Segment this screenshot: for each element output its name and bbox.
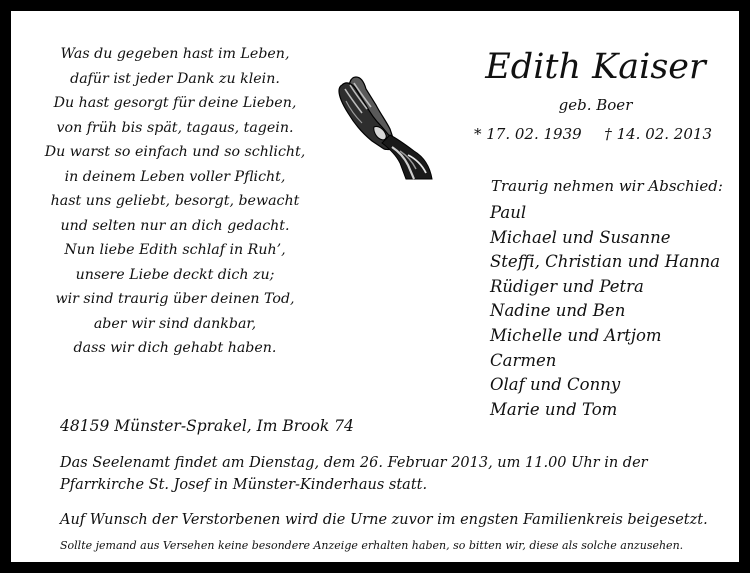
poem-line: aber wir sind dankbar,: [93, 315, 257, 332]
family-address: 48159 Münster-Sprakel, Im Brook 74: [60, 417, 354, 435]
poem-line: hast uns geliebt, besorgt, bewacht: [50, 193, 300, 209]
service-announcement: Das Seelenamt findet am Dienstag, dem 26. Februar 2013, um 11.00 Uhr in der Pfarrkirche St. Josef in Münster-Kinderhaus statt.: [60, 455, 648, 493]
mourning-heading: Traurig nehmen wir Abschied:: [491, 177, 723, 195]
mourners-list: [490, 201, 720, 422]
maiden-name: geb. Boer: [558, 96, 633, 114]
praying-hands-icon: [334, 75, 434, 185]
mourner: Michelle und Artjom: [490, 325, 662, 345]
poem-line: Nun liebe Edith schlaf in Ruh’,: [64, 242, 286, 258]
mourner: Steffi, Christian und Hanna: [490, 252, 721, 272]
poem-line: in deinem Leben voller Pflicht,: [64, 168, 286, 185]
closing-note: Sollte jemand aus Versehen keine besondere Anzeige erhalten haben, so bitten wir, diese als solche anzusehen.: [60, 539, 684, 552]
mourner: Marie und Tom: [490, 399, 618, 419]
mourner: Paul: [490, 203, 527, 222]
poem-line: Was du gegeben hast im Leben,: [60, 46, 290, 62]
mourner: Olaf und Conny: [490, 375, 621, 395]
mourner: Rüdiger und Petra: [490, 276, 644, 296]
poem-line: von früh bis spät, tagaus, tagein.: [56, 119, 294, 136]
life-dates: [474, 124, 712, 144]
death-date: † 14. 02. 2013: [604, 125, 712, 143]
urn-burial-note: Auf Wunsch der Verstorbenen wird die Urne zuvor im engsten Familienkreis beigesetzt.: [60, 512, 708, 528]
mourner: Nadine und Ben: [490, 301, 626, 321]
poem-line: dass wir dich gehabt haben.: [73, 340, 277, 356]
mourner: Michael und Susanne: [490, 227, 671, 247]
poem: [41, 42, 309, 361]
birth-date: * 17. 02. 1939: [474, 125, 582, 143]
poem-line: Du hast gesorgt für deine Lieben,: [53, 95, 297, 111]
poem-line: wir sind traurig über deinen Tod,: [55, 291, 295, 307]
poem-line: dafür ist jeder Dank zu klein.: [70, 70, 280, 87]
mourner: Carmen: [490, 350, 557, 370]
poem-line: unsere Liebe deckt dich zu;: [75, 266, 275, 283]
deceased-name: Edith Kaiser: [485, 47, 706, 87]
poem-line: und selten nur an dich gedacht.: [60, 217, 290, 234]
poem-line: Du warst so einfach und so schlicht,: [44, 144, 306, 160]
